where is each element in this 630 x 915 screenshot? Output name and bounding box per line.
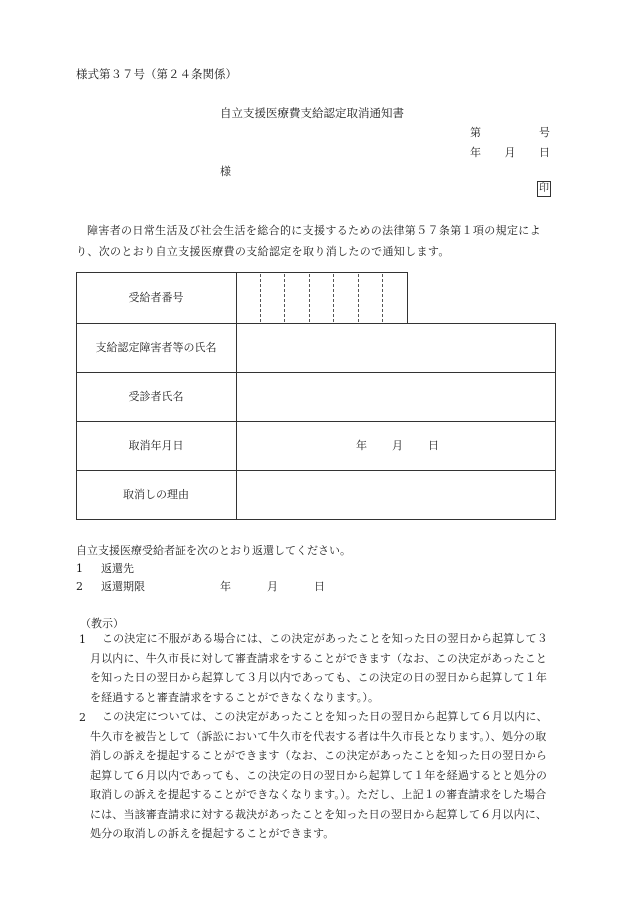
table-line [236,272,237,520]
instruction-heading: （教示） [80,617,124,630]
digit-separator [382,274,383,322]
issue-date-line [470,147,550,158]
return-deadline-label: 返還期限 [101,580,145,593]
document-title: 自立支援医療費支給認定取消通知書 [220,106,404,120]
cancel-year: 年 [356,439,367,452]
table-line [555,323,556,520]
digit-separator [309,274,310,322]
digit-separator [358,274,359,322]
row-label-recipient-number: 受給者番号 [128,291,184,304]
instruction-number: 1 [79,633,86,646]
seal-box: 印 [537,181,551,197]
table-line [76,519,556,520]
info-table [76,272,556,520]
instruction-number: 2 [79,711,86,724]
return-deadline-year: 年 [220,580,231,593]
form-number: 様式第３７号（第２４条関係） [76,67,237,81]
row-label-cancel-date: 取消年月日 [128,439,184,452]
cancel-month: 月 [392,439,403,452]
instruction-item: この決定に不服がある場合には、この決定があったことを知った日の翌日から起算して３月以内に、牛久市長に対して審査請求をすることができます（なお、この決定があったことを知った日の翌日から起算して３月以内であっても、この決定の日の翌日から起算して１年を経過すると審査請求をすることができなくなります。）。 [90,632,548,704]
row-label-cancel-reason: 取消しの理由 [123,488,189,501]
table-line [407,272,408,324]
issue-month: 月 [504,146,516,159]
number-suffix: 号 [539,126,550,139]
number-prefix: 第 [470,126,481,139]
addressee-suffix: 様 [220,165,231,178]
return-destination-label: 返還先 [101,562,134,575]
intro-paragraph: 障害者の日常生活及び社会生活を総合的に支援するための法律第５７条第１項の規定により、次のとおり自立支援医療費の支給認定を取り消したので通知します。 [76,224,541,258]
row-label-patient-name: 受診者氏名 [128,390,184,403]
digit-separator [260,274,261,322]
cancel-day: 日 [428,439,439,452]
return-deadline-day: 日 [314,580,325,593]
return-deadline-month: 月 [267,580,278,593]
return-note: 自立支援医療受給者証を次のとおり返還してください。 [76,544,351,557]
row-label-certified-person-name: 支給認定障害者等の氏名 [95,341,217,354]
return-item-number: 1 [76,562,83,575]
instruction-item: この決定については、この決定があったことを知った日の翌日から起算して６月以内に、牛久市を被告として（訴訟において牛久市を代表する者は牛久市長となります。）、処分の取消しの訴えを提起することができます（なお、この決定があったことを知った日の翌日から起算して６月以内であっても、この決定の日の翌日から起算して１年を経過するとと処分の取消しの訴えを提起することができなくなります。）。ただし、上記１の審査請求をした場合には、当該審査請求に対する裁決があったことを知った日の翌日から起算して６月以内に、処分の取消しの訴えを提起することができます。 [90,710,548,840]
digit-separator [333,274,334,322]
document-number-line [470,127,550,138]
return-item-number: 2 [76,580,83,593]
issue-day: 日 [539,146,550,159]
digit-separator [284,274,285,322]
issue-year: 年 [470,146,481,159]
